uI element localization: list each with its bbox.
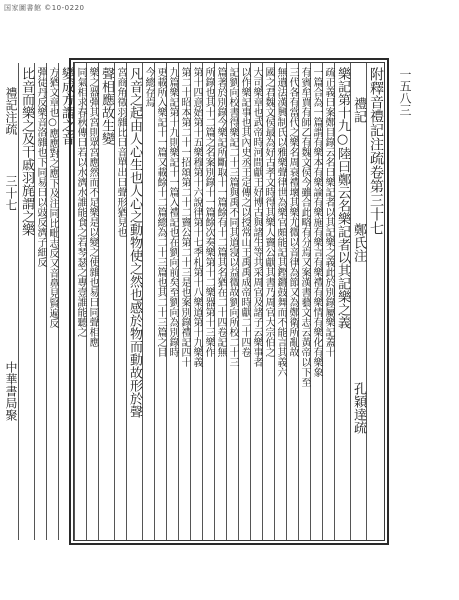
text-column: 篇著於別錄今樂記所斷取十一篇餘有十二篇其名猶在二十四卷記無 (214, 63, 226, 540)
text-column: 記劉向校書得樂記二十三篇與禹不同其道寖以益微故劉向所校二十三 (226, 63, 238, 540)
text-column: 有賓牟賈有師乙有魏文侯今雖合此略有分焉又案漢書藝文志云黃帝以下至 (298, 63, 310, 540)
commentator-kong: 孔穎達疏 (351, 382, 366, 434)
text-column: 第十四意始第十五樂穆第十六說律第十七季札第十八樂道第十九樂義 (190, 63, 202, 540)
page-number: 一五八三 (398, 68, 412, 116)
text-column: 彈徒丹反樂音洛雜也下同易曰以豉反濟子細反 (34, 63, 46, 540)
text-column: 更載所入樂記十一篇又載餘十二篇總為二十三篇也其二十三篇之目 (154, 63, 166, 540)
banxin-fold-column (3, 63, 18, 540)
library-stamp: 国家圖書館 ©10-0220 (4, 4, 85, 12)
text-column: 無遺法漢興制氏以雅樂聲律世為樂官頗能記其鏗鏘鼓舞而不能言其義六 (274, 63, 286, 540)
text-column: 比音而樂之及干戚羽旄謂之樂 (18, 63, 34, 540)
text-column: 一篇合為一篇謂有樂本有樂論有樂施有樂言有樂禮有樂情有樂化有樂象 (310, 63, 322, 540)
text-column: 方猶文章也○應應對之應下及注同比毗志反又音鼻見賢遍反 (46, 63, 58, 540)
book-label: 禮記 (351, 97, 366, 123)
text-column: 樂記第十九○陸曰鄭云名樂記者以其記樂之義 (334, 63, 350, 540)
banxin-publisher: 中華書局聚 (4, 361, 18, 421)
banxin-title: 禮記注疏 (4, 87, 18, 135)
text-column: 宮商角徵羽雜比曰音單出曰聲形猶見也 (114, 63, 126, 540)
text-column: 所錄也其十二篇之名案別錄十一篇餘次奏樂第十二樂器第十三樂作 (202, 63, 214, 540)
text-column: 變成方謂之音 (58, 63, 74, 540)
text-column: 國之君魏文侯最為好古孝文時得其樂人竇公獻其書乃周官大宗伯之 (262, 63, 274, 540)
text-column: 疏正義曰案鄭目錄云名曰樂記者以其記樂之義此於別錄屬樂記蓋十 (322, 63, 334, 540)
banxin-juan: 三十七 (4, 175, 18, 211)
text-column: 大司樂章也武帝時河間獻王好博古與諸生等共采周官及諸子云樂事者 (250, 63, 262, 540)
text-column: 以作樂記事也其內史丞王定傳之以授常山王禹禹成帝時獻二十四卷 (238, 63, 250, 540)
text-column: 九篇樂記第十九則樂記十一篇入禮記也在劉向前矣至劉向為別錄時 (166, 63, 178, 540)
text-block (4, 62, 385, 541)
text-column: 聲相應故生變 (98, 63, 114, 540)
text-column: 第二十昭本第二十一招頌第二十二竇公第二十三是也案別錄禮記四十 (178, 63, 190, 540)
text-column: 三代各有當代之樂名周衰禮壞其樂尤微以音律為節又為鄭衛所亂故 (286, 63, 298, 540)
page-frame (4, 58, 389, 545)
commentator-line (350, 63, 366, 540)
text-column: 凡音之起由人心生也人心之動物使之然也感於物而動故形於聲 (126, 63, 142, 540)
text-column: 同氣相求春秋傳曰若以水濟水誰能食之若琴瑟之專壹誰能聽之 (74, 63, 86, 540)
title-line: 附釋音禮記注疏卷第三十七 (366, 63, 384, 540)
text-column: 今總存焉 (142, 63, 154, 540)
commentator-zheng: 鄭氏注 (351, 223, 366, 262)
text-column: 樂之器彈其宮則眾宮應然而不足樂是以變之使雜也易曰同聲相應 (86, 63, 98, 540)
